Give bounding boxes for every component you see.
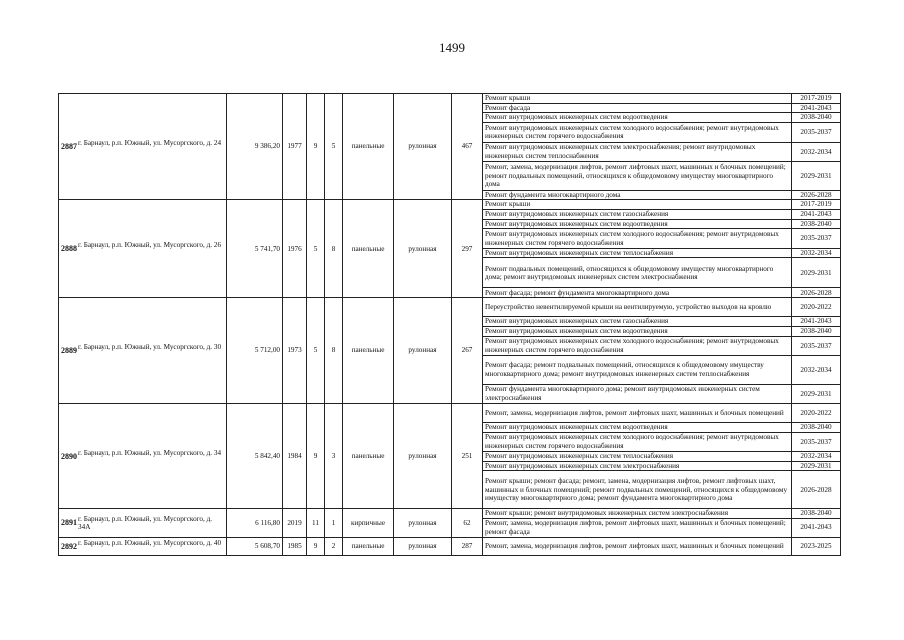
repair-work: Переустройство невентилируемой крыши на вентилируемую, устройство выходов на кровлю bbox=[483, 298, 792, 317]
bldg-area: 5 712,00 bbox=[227, 298, 283, 403]
bldg-roof: рулонная bbox=[394, 200, 452, 298]
table-row bbox=[59, 298, 841, 317]
bldg-residents: 467 bbox=[452, 94, 483, 200]
table-row bbox=[59, 509, 841, 518]
repair-period: 2032-2034 bbox=[792, 451, 841, 461]
building-address: г. Барнаул, р.п. Южный, ул. Мусоргского, д. 26 bbox=[78, 241, 222, 250]
bldg-walls: панельные bbox=[343, 298, 394, 403]
repair-work: Ремонт внутридомовых инженерных систем водоотведения bbox=[483, 219, 792, 228]
building-address: г. Барнаул, р.п. Южный, ул. Мусоргского, д. 30 bbox=[78, 343, 222, 352]
repair-period: 2029-2031 bbox=[792, 461, 841, 470]
bldg-year: 1973 bbox=[283, 298, 307, 403]
bldg-entrances: 5 bbox=[325, 94, 343, 200]
repair-work: Ремонт внутридомовых инженерных систем электроснабжения bbox=[483, 461, 792, 470]
bldg-residents: 251 bbox=[452, 403, 483, 508]
repair-period: 2017-2019 bbox=[792, 94, 841, 104]
repair-period: 2026-2028 bbox=[792, 471, 841, 509]
repair-period: 2041-2043 bbox=[792, 209, 841, 219]
building-address: г. Барнаул, р.п. Южный, ул. Мусоргского, д. 24 bbox=[78, 139, 222, 148]
repair-work: Ремонт фасада bbox=[483, 104, 792, 113]
bldg-walls: кирпичные bbox=[343, 509, 394, 537]
repair-work: Ремонт крыши bbox=[483, 94, 792, 104]
repair-period: 2032-2034 bbox=[792, 355, 841, 384]
bldg-year: 2019 bbox=[283, 509, 307, 537]
repair-work: Ремонт, замена, модернизация лифтов, ремонт лифтовых шахт, машинных и блочных помещений bbox=[483, 537, 792, 555]
bldg-roof: рулонная bbox=[394, 403, 452, 508]
bldg-residents: 287 bbox=[452, 537, 483, 555]
building-number: 2892 bbox=[61, 541, 77, 551]
repair-work: Ремонт крыши; ремонт фасада; ремонт, замена, модернизация лифтов, ремонт лифтовых шахт, машинных и блочных помещений; ремонт подвальных помещений, относящихся к общедомовому имуществу многоквартирного дома; ремонт фундамента многоквартирного дома bbox=[483, 471, 792, 509]
bldg-floors: 9 bbox=[307, 537, 325, 555]
bldg-floors: 9 bbox=[307, 94, 325, 200]
repair-work: Ремонт, замена, модернизация лифтов, ремонт лифтовых шахт, машинных и блочных помещений; ремонт подвальных помещений, относящихся к общедомовому имуществу многоквартирного дома bbox=[483, 161, 792, 190]
bldg-entrances: 3 bbox=[325, 403, 343, 508]
repair-period: 2041-2043 bbox=[792, 317, 841, 326]
repair-work: Ремонт внутридомовых инженерных систем теплоснабжения bbox=[483, 249, 792, 258]
bldg-roof: рулонная bbox=[394, 509, 452, 537]
bldg-year: 1985 bbox=[283, 537, 307, 555]
building-address-cell bbox=[59, 537, 227, 555]
table-row bbox=[59, 403, 841, 422]
repair-work: Ремонт фундамента многоквартирного дома; ремонт внутридомовых инженерных систем электроснабжения bbox=[483, 384, 792, 403]
repair-work: Ремонт крыши bbox=[483, 200, 792, 209]
bldg-area: 5 842,40 bbox=[227, 403, 283, 508]
repair-period: 2026-2028 bbox=[792, 190, 841, 199]
repair-period: 2035-2037 bbox=[792, 229, 841, 249]
building-number: 2890 bbox=[61, 451, 77, 461]
bldg-roof: рулонная bbox=[394, 537, 452, 555]
bldg-walls: панельные bbox=[343, 94, 394, 200]
repair-work: Ремонт внутридомовых инженерных систем холодного водоснабжения; ремонт внутридомовых инженерных систем горячего водоснабжения bbox=[483, 336, 792, 355]
repair-work: Ремонт фасада; ремонт фундамента многоквартирного дома bbox=[483, 288, 792, 298]
building-address: г. Барнаул, р.п. Южный, ул. Мусоргского, д. 34 bbox=[78, 448, 222, 457]
repair-work: Ремонт подвальных помещений, относящихся к общедомовому имуществу многоквартирного дома; ремонт внутридомовых инженерных систем электроснабжения bbox=[483, 258, 792, 288]
building-address: г. Барнаул, р.п. Южный, ул. Мусоргского, д. 40 bbox=[78, 538, 222, 547]
bldg-floors: 5 bbox=[307, 200, 325, 298]
bldg-entrances: 1 bbox=[325, 509, 343, 537]
repair-work: Ремонт внутридомовых инженерных систем газоснабжения bbox=[483, 209, 792, 219]
repair-work: Ремонт, замена, модернизация лифтов, ремонт лифтовых шахт, машинных и блочных помещений; ремонт фасада bbox=[483, 518, 792, 537]
building-number: 2888 bbox=[61, 244, 77, 254]
repair-period: 2020-2022 bbox=[792, 298, 841, 317]
table-row bbox=[59, 537, 841, 555]
bldg-area: 5 741,70 bbox=[227, 200, 283, 298]
bldg-walls: панельные bbox=[343, 403, 394, 508]
repair-period: 2020-2022 bbox=[792, 403, 841, 422]
repair-period: 2017-2019 bbox=[792, 200, 841, 209]
building-address-cell bbox=[59, 298, 227, 403]
repair-work: Ремонт внутридомовых инженерных систем холодного водоснабжения; ремонт внутридомовых инженерных систем горячего водоснабжения bbox=[483, 122, 792, 142]
table-row bbox=[59, 200, 841, 209]
repair-work: Ремонт внутридомовых инженерных систем электроснабжения; ремонт внутридомовых инженерных систем теплоснабжения bbox=[483, 142, 792, 161]
repair-period: 2029-2031 bbox=[792, 384, 841, 403]
repair-period: 2029-2031 bbox=[792, 258, 841, 288]
repair-work: Ремонт внутридомовых инженерных систем холодного водоснабжения; ремонт внутридомовых инженерных систем горячего водоснабжения bbox=[483, 229, 792, 249]
repair-period: 2035-2037 bbox=[792, 432, 841, 451]
repair-work: Ремонт фундамента многоквартирного дома bbox=[483, 190, 792, 199]
bldg-roof: рулонная bbox=[394, 94, 452, 200]
building-address-cell bbox=[59, 509, 227, 537]
repair-work: Ремонт фасада; ремонт подвальных помещений, относящихся к общедомовому имуществу многоквартирного дома; ремонт внутридомовых инженерных систем теплоснабжения bbox=[483, 355, 792, 384]
repair-period: 2035-2037 bbox=[792, 122, 841, 142]
bldg-floors: 5 bbox=[307, 298, 325, 403]
repair-work: Ремонт внутридомовых инженерных систем водоотведения bbox=[483, 326, 792, 336]
building-number: 2889 bbox=[61, 346, 77, 356]
bldg-entrances: 8 bbox=[325, 298, 343, 403]
repair-period: 2032-2034 bbox=[792, 249, 841, 258]
building-address-cell bbox=[59, 94, 227, 200]
bldg-area: 6 116,80 bbox=[227, 509, 283, 537]
repair-work: Ремонт крыши; ремонт внутридомовых инженерных систем электроснабжения bbox=[483, 509, 792, 518]
repair-work: Ремонт внутридомовых инженерных систем газоснабжения bbox=[483, 317, 792, 326]
building-number: 2891 bbox=[61, 517, 77, 527]
repair-period: 2032-2034 bbox=[792, 142, 841, 161]
bldg-floors: 9 bbox=[307, 403, 325, 508]
repair-work: Ремонт внутридомовых инженерных систем холодного водоснабжения; ремонт внутридомовых инженерных систем горячего водоснабжения bbox=[483, 432, 792, 451]
bldg-area: 5 608,70 bbox=[227, 537, 283, 555]
repair-work: Ремонт внутридомовых инженерных систем водоотведения bbox=[483, 113, 792, 122]
repair-period: 2035-2037 bbox=[792, 336, 841, 355]
repair-period: 2038-2040 bbox=[792, 113, 841, 122]
bldg-year: 1977 bbox=[283, 94, 307, 200]
table-body bbox=[59, 94, 841, 556]
bldg-year: 1976 bbox=[283, 200, 307, 298]
bldg-year: 1984 bbox=[283, 403, 307, 508]
repair-period: 2023-2025 bbox=[792, 537, 841, 555]
bldg-floors: 11 bbox=[307, 509, 325, 537]
bldg-entrances: 2 bbox=[325, 537, 343, 555]
bldg-walls: панельные bbox=[343, 200, 394, 298]
bldg-walls: панельные bbox=[343, 537, 394, 555]
repair-period: 2038-2040 bbox=[792, 509, 841, 518]
repair-period: 2041-2043 bbox=[792, 518, 841, 537]
capital-repair-table bbox=[58, 93, 841, 556]
repair-period: 2026-2028 bbox=[792, 288, 841, 298]
bldg-residents: 267 bbox=[452, 298, 483, 403]
bldg-residents: 297 bbox=[452, 200, 483, 298]
repair-period: 2041-2043 bbox=[792, 104, 841, 113]
page-number: 1499 bbox=[439, 40, 465, 55]
repair-period: 2038-2040 bbox=[792, 422, 841, 432]
building-address-cell bbox=[59, 403, 227, 508]
repair-period: 2038-2040 bbox=[792, 219, 841, 228]
building-address: г. Барнаул, р.п. Южный, ул. Мусоргского, д. 34А bbox=[78, 514, 213, 531]
table-row bbox=[59, 94, 841, 104]
repair-work: Ремонт, замена, модернизация лифтов, ремонт лифтовых шахт, машинных и блочных помещений bbox=[483, 403, 792, 422]
bldg-area: 9 386,20 bbox=[227, 94, 283, 200]
bldg-roof: рулонная bbox=[394, 298, 452, 403]
repair-work: Ремонт внутридомовых инженерных систем водоотведения bbox=[483, 422, 792, 432]
bldg-entrances: 8 bbox=[325, 200, 343, 298]
repair-period: 2038-2040 bbox=[792, 326, 841, 336]
building-address-cell bbox=[59, 200, 227, 298]
bldg-residents: 62 bbox=[452, 509, 483, 537]
building-number: 2887 bbox=[61, 142, 77, 152]
repair-period: 2029-2031 bbox=[792, 161, 841, 190]
repair-work: Ремонт внутридомовых инженерных систем теплоснабжения bbox=[483, 451, 792, 461]
